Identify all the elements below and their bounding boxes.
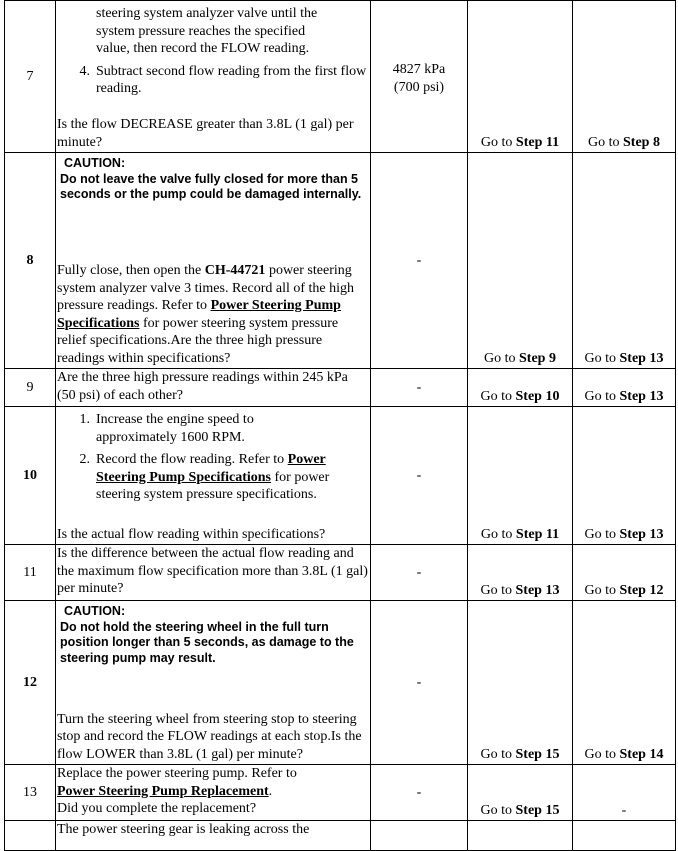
- go-to-label: Go to: [480, 802, 516, 818]
- go-to-label: Go to: [484, 350, 520, 366]
- go-to-label: Go to: [480, 388, 516, 404]
- value-line: 4827 kPa: [392, 62, 446, 77]
- action-cell: [56, 601, 371, 765]
- table-row-step-11: [5, 545, 676, 601]
- go-to-label: Go to: [584, 526, 620, 542]
- no-cell[interactable]: [573, 545, 676, 601]
- step-link[interactable]: Step 15: [515, 802, 560, 818]
- action-cell: [56, 1, 371, 153]
- question-text: Is the difference between the actual flow reading and the maximum flow specification more than 3.8L (1 gal) per minute?: [56, 545, 371, 601]
- value-cell: -: [371, 407, 468, 545]
- value-cell: -: [371, 601, 468, 765]
- action-line: system pressure reaches the specified: [96, 23, 306, 39]
- action-text: The power steering gear is leaking across the: [56, 821, 371, 851]
- value-cell: -: [371, 765, 468, 821]
- diagnostic-table: [4, 0, 676, 851]
- caution-block: [57, 604, 369, 666]
- action-cell: [56, 407, 371, 545]
- step-link[interactable]: Step 13: [619, 526, 664, 542]
- step-number: [5, 821, 56, 851]
- table-row-step-7: [5, 1, 676, 153]
- no-cell[interactable]: [573, 1, 676, 153]
- go-to-label: Go to: [480, 582, 516, 598]
- specifications-link[interactable]: Power Steering Pump Specifications: [57, 298, 341, 331]
- step-number: 11: [5, 545, 56, 601]
- step-number: 9: [5, 369, 56, 407]
- yes-cell[interactable]: [468, 601, 573, 765]
- value-cell: [371, 1, 468, 153]
- action-text: Fully close, then open the CH-44721 power steering system analyzer valve 3 times. Record all of the high pressure readings. Refer to Power Steering Pump Specifications for power steering system pressure relief specifications.Are the three high pressure readings within specifications?: [57, 263, 355, 366]
- step-link[interactable]: Step 14: [619, 746, 664, 762]
- replacement-link[interactable]: Power Steering Pump Replacement: [57, 783, 269, 799]
- caution-block: [57, 156, 369, 203]
- question-text: Is the flow DECREASE greater than 3.8L (1 gal) per minute?: [57, 117, 354, 150]
- no-cell[interactable]: [573, 407, 676, 545]
- table-row-step-10: [5, 407, 676, 545]
- step-link[interactable]: Step 9: [519, 350, 556, 366]
- table-row-partial: [5, 821, 676, 851]
- value-line: (700 psi): [393, 79, 445, 95]
- question-text: Did you complete the replacement?: [57, 801, 257, 816]
- yes-cell[interactable]: [468, 1, 573, 153]
- tool-number: CH-44721: [204, 263, 266, 278]
- value-cell: [371, 821, 468, 851]
- go-to-label: Go to: [480, 134, 516, 150]
- caution-title: CAUTION:: [64, 156, 126, 170]
- action-text: Replace the power steering pump. Refer to: [57, 766, 297, 781]
- caution-text: Do not leave the valve fully closed for more than 5 seconds or the pump could be damaged internally.: [60, 171, 362, 201]
- action-line: steering system analyzer valve until the: [96, 6, 318, 21]
- go-to-label: Go to: [584, 582, 620, 598]
- list-item-text: Subtract second flow reading from the first flow reading.: [96, 63, 367, 96]
- question-text: Turn the steering wheel from steering stop to steering stop and record the FLOW readings at each stop.Is the flow LOWER than 3.8L (1 gal) per minute?: [57, 711, 362, 762]
- no-cell[interactable]: [573, 153, 676, 369]
- no-cell: [573, 821, 676, 851]
- action-cell: Replace the power steering pump. Refer to Power Steering Pump Replacement. Did you complete the replacement?: [56, 765, 371, 821]
- yes-cell: [468, 821, 573, 851]
- specifications-link[interactable]: Power Steering Pump Specifications: [96, 452, 326, 485]
- step-link[interactable]: Step 15: [515, 746, 560, 762]
- step-number: 8: [5, 153, 56, 369]
- yes-cell[interactable]: [468, 545, 573, 601]
- go-to-label: Go to: [480, 526, 516, 542]
- action-line: value, then record the FLOW reading.: [96, 41, 310, 56]
- go-to-label: Go to: [588, 134, 624, 150]
- go-to-label: Go to: [584, 388, 620, 404]
- question-text: Is the actual flow reading within specifications?: [57, 526, 326, 542]
- step-number: 7: [5, 1, 56, 153]
- caution-text: Do not hold the steering wheel in the full turn position longer than 5 seconds, as damage to the steering pump may result.: [60, 619, 354, 665]
- step-link[interactable]: Step 10: [515, 388, 560, 404]
- question-text: Are the three high pressure readings within 245 kPa (50 psi) of each other?: [56, 369, 371, 407]
- step-link[interactable]: Step 13: [619, 350, 664, 366]
- table-row-step-13: [5, 765, 676, 821]
- go-to-label: Go to: [584, 350, 620, 366]
- step-number: 12: [5, 601, 56, 765]
- table-row-step-9: [5, 369, 676, 407]
- step-number: 10: [5, 407, 56, 545]
- go-to-label: Go to: [584, 746, 620, 762]
- value-cell: -: [371, 545, 468, 601]
- yes-cell[interactable]: [468, 407, 573, 545]
- no-cell[interactable]: [573, 601, 676, 765]
- step-link[interactable]: Step 13: [515, 582, 560, 598]
- list-number: 2.: [79, 452, 90, 467]
- list-number: 1.: [79, 412, 90, 427]
- list-number: 4.: [79, 63, 90, 79]
- caution-title: CAUTION:: [64, 604, 126, 618]
- table-row-step-12: [5, 601, 676, 765]
- step-link[interactable]: Step 8: [623, 134, 660, 150]
- step-link[interactable]: Step 13: [619, 388, 664, 404]
- value-cell: -: [371, 153, 468, 369]
- list-item-text: Record the flow reading. Refer to Power Steering Pump Specifications for power steering system pressure specifications.: [96, 452, 330, 502]
- yes-cell[interactable]: [468, 369, 573, 407]
- step-link[interactable]: Step 12: [619, 582, 664, 598]
- action-cell: [56, 153, 371, 369]
- list-item-text: Increase the engine speed to approximately 1600 RPM.: [96, 412, 254, 445]
- step-link[interactable]: Step 11: [515, 134, 560, 150]
- no-cell[interactable]: [573, 369, 676, 407]
- yes-cell[interactable]: [468, 765, 573, 821]
- step-link[interactable]: Step 11: [515, 526, 560, 542]
- no-cell: -: [573, 765, 676, 821]
- table-row-step-8: [5, 153, 676, 369]
- value-cell: -: [371, 369, 468, 407]
- step-number: 13: [5, 765, 56, 821]
- yes-cell[interactable]: [468, 153, 573, 369]
- go-to-label: Go to: [480, 746, 516, 762]
